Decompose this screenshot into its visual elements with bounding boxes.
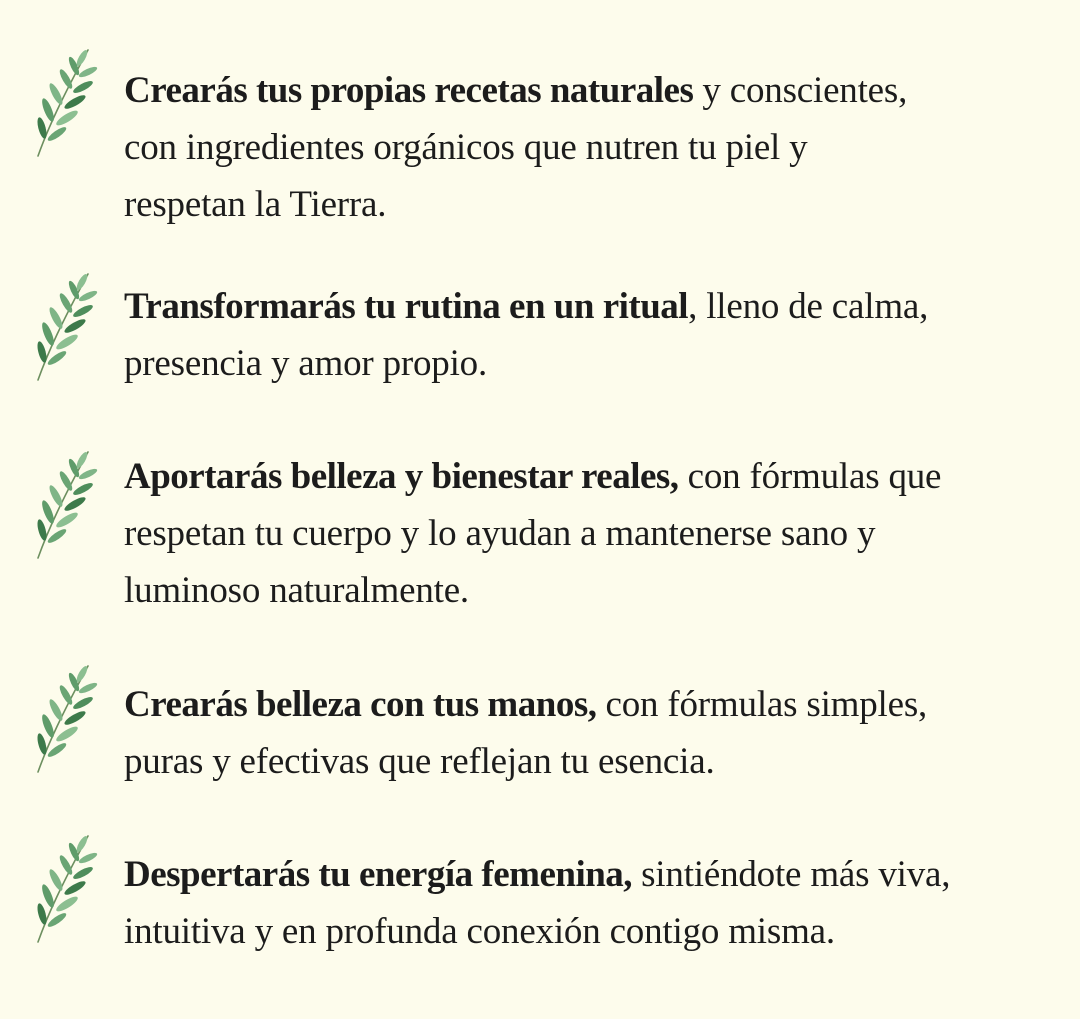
benefit-line-rest: sintiéndote más viva, — [632, 854, 951, 895]
benefit-highlight: Aportarás belleza y bienestar reales, — [124, 456, 679, 497]
benefit-line: luminoso naturalmente. — [124, 570, 469, 611]
benefit-highlight: Despertarás tu energía femenina, — [124, 854, 633, 895]
benefit-text — [124, 846, 1064, 960]
benefit-text — [124, 676, 1064, 790]
leaf-branch-icon — [30, 448, 100, 560]
leaf-branch-icon — [30, 832, 100, 944]
benefit-text — [124, 62, 1064, 233]
benefit-line: respetan la Tierra. — [124, 184, 387, 225]
benefit-line: presencia y amor propio. — [124, 343, 488, 384]
benefit-line: respetan tu cuerpo y lo ayudan a mantenerse sano y — [124, 513, 876, 554]
benefit-highlight: Transformarás tu rutina en un ritual — [124, 286, 689, 327]
benefit-line — [124, 676, 1064, 733]
benefit-line — [124, 846, 1064, 903]
benefit-text — [124, 278, 1064, 392]
benefit-line: con ingredientes orgánicos que nutren tu piel y — [124, 127, 808, 168]
benefit-highlight: Crearás tus propias recetas naturales — [124, 70, 694, 111]
benefit-line-rest: , lleno de calma, — [688, 286, 929, 327]
benefit-line — [124, 278, 1064, 335]
benefit-text — [124, 448, 1064, 619]
benefit-line-rest: con fórmulas que — [678, 456, 942, 497]
leaf-branch-icon — [30, 46, 100, 158]
leaf-branch-icon — [30, 270, 100, 382]
benefit-highlight: Crearás belleza con tus manos, — [124, 684, 597, 725]
benefit-line: intuitiva y en profunda conexión contigo misma. — [124, 911, 835, 952]
benefit-line: puras y efectivas que reflejan tu esencia. — [124, 741, 715, 782]
benefit-line — [124, 62, 1064, 119]
benefit-line-rest: y conscientes, — [693, 70, 908, 111]
benefit-line-rest: con fórmulas simples, — [596, 684, 928, 725]
leaf-branch-icon — [30, 662, 100, 774]
benefit-line — [124, 448, 1064, 505]
